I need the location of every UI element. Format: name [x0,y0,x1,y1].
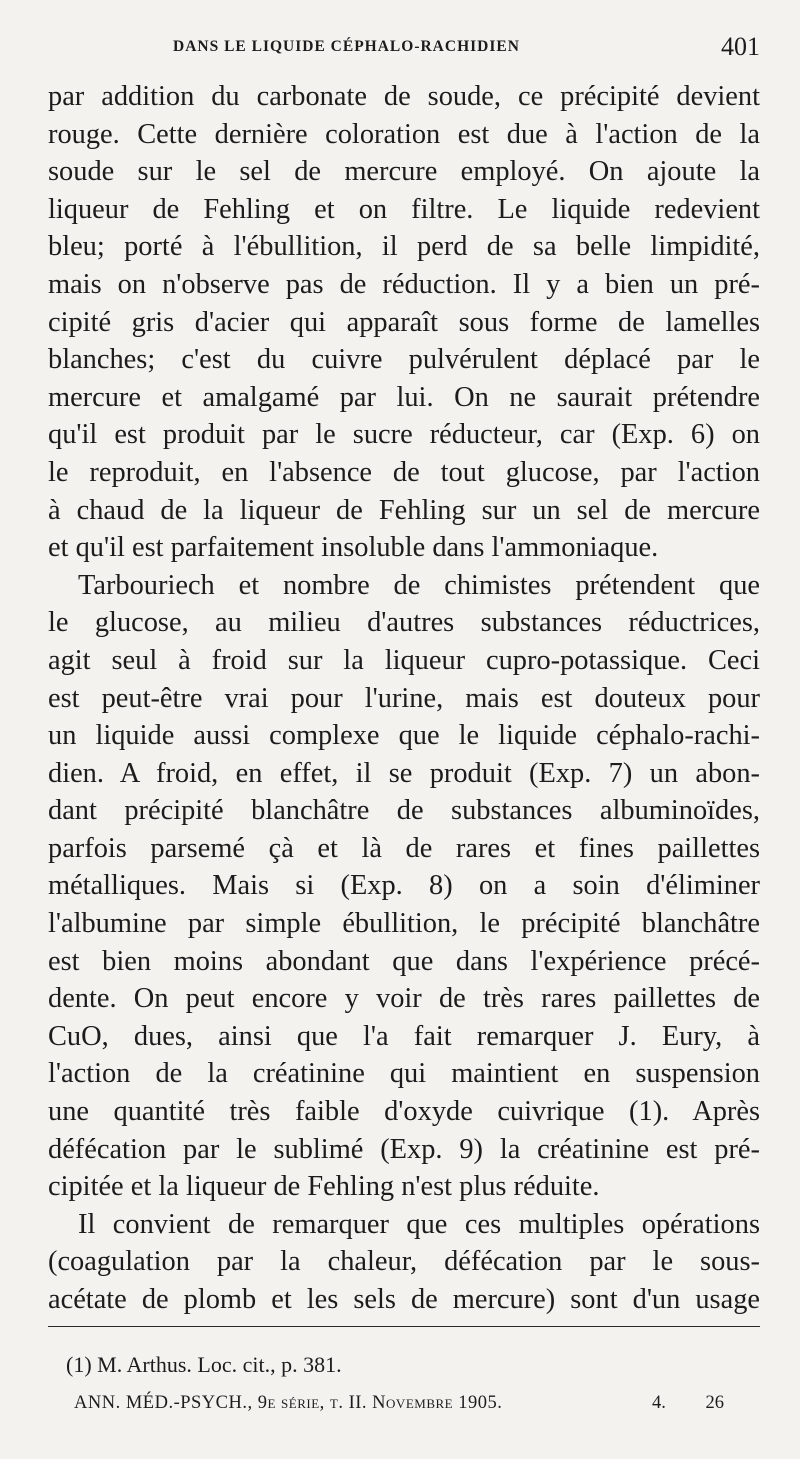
text-line: l'action de la créatinine qui maintient en suspension [48,1058,760,1090]
text-line: qu'il est produit par le sucre réducteur, car (Exp. 6) on [48,419,760,451]
sheet-number: 26 [705,1393,724,1413]
text-line: bleu; porté à l'ébullition, il perd de sa belle limpidité, [48,231,760,263]
text-line: métalliques. Mais si (Exp. 8) on a soin d'éliminer [48,870,760,902]
text-line: blanches; c'est du cuivre pulvérulent déplacé par le [48,344,760,376]
text-line: liqueur de Fehling et on filtre. Le liquide redevient [48,193,760,225]
footnote: (1) M. Arthus. Loc. cit., p. 381. [66,1352,342,1377]
footnote-rule [48,1326,760,1327]
text-line: mercure et amalgamé par lui. On ne saurait prétendre [48,381,760,413]
text-line: soude sur le sel de mercure employé. On ajoute la [48,156,760,188]
text-line: Il convient de remarquer que ces multiples opérations [78,1208,760,1240]
text-line: mais on n'observe pas de réduction. Il y a bien un pré- [48,268,760,300]
text-line: CuO, dues, ainsi que l'a fait remarquer J. Eury, à [48,1020,760,1052]
page-number: 401 [721,32,760,61]
text-line: (coagulation par la chaleur, défécation par le sous- [48,1246,760,1278]
text-line: le reproduit, en l'absence de tout glucose, par l'action [48,456,760,488]
text-line: cipitée et la liqueur de Fehling n'est plus réduite. [48,1171,600,1203]
text-line: est bien moins abondant que dans l'expérience précé- [48,945,760,977]
text-line: dente. On peut encore y voir de très rares paillettes de [48,983,760,1015]
text-line: un liquide aussi complexe que le liquide céphalo-rachi- [48,720,760,752]
text-line: est peut-être vrai pour l'urine, mais est douteux pour [48,682,760,714]
signature-mark: 4. [652,1393,666,1413]
text-line: une quantité très faible d'oxyde cuivrique (1). Après [48,1096,760,1128]
text-line: acétate de plomb et les sels de mercure) sont d'un usage [48,1284,760,1315]
text-line: dien. A froid, en effet, il se produit (Exp. 7) un abon- [48,757,760,789]
text-line: et qu'il est parfaitement insoluble dans l'ammoniaque. [48,532,659,564]
text-line: rouge. Cette dernière coloration est due à l'action de la [48,118,760,150]
text-line: dant précipité blanchâtre de substances albuminoïdes, [48,795,760,827]
text-line: cipité gris d'acier qui apparaît sous forme de lamelles [48,306,760,338]
text-line: défécation par le sublimé (Exp. 9) la créatinine est pré- [48,1133,760,1165]
journal-reference: ANN. MÉD.-PSYCH., 9e série, t. II. Novembre 1905. [74,1393,503,1413]
text-line: parfois parsemé çà et là de rares et fines paillettes [48,832,760,864]
running-title: DANS LE LIQUIDE CÉPHALO-RACHIDIEN [173,38,520,55]
text-line: l'albumine par simple ébullition, le précipité blanchâtre [48,908,760,940]
text-line: agit seul à froid sur la liqueur cupro-potassique. Ceci [48,644,760,676]
text-line: Tarbouriech et nombre de chimistes prétendent que [78,569,760,601]
text-line: par addition du carbonate de soude, ce précipité devient [48,81,760,112]
page-header [48,32,760,70]
body-text [48,78,760,1319]
text-line: le glucose, au milieu d'autres substances réductrices, [48,607,760,639]
text-line: à chaud de la liqueur de Fehling sur un sel de mercure [48,494,760,526]
